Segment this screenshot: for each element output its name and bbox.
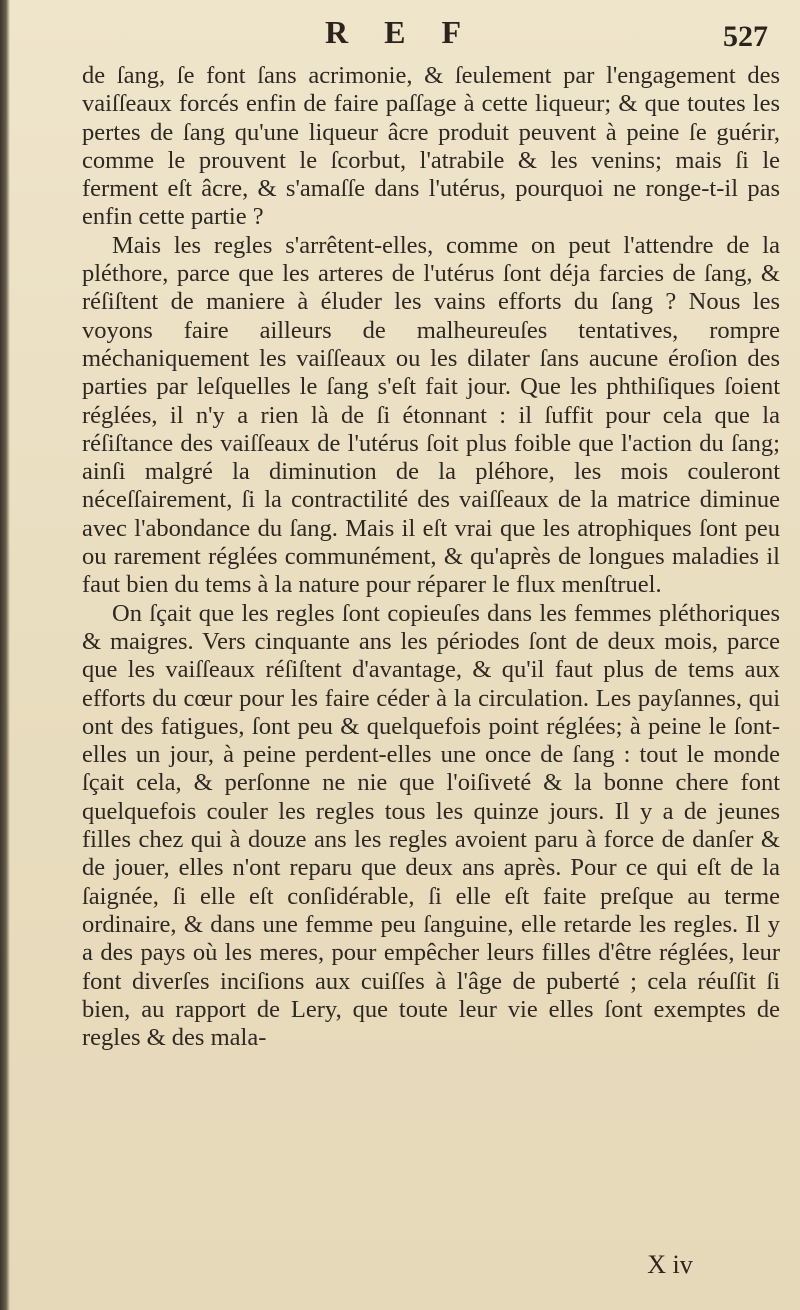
page-number: 527 <box>723 20 768 53</box>
body-text <box>82 62 780 1052</box>
paragraph-3: On ſçait que les regles ſont copieuſes dans les femmes pléthoriques & maigres. Vers cinquante ans les périodes ſont de deux mois, parce que les vaiſſeaux réſiſtent d'avantage, & qu'il faut plus de tems aux efforts du cœur pour les faire céder à la circulation. Les payſannes, qui ont des fatigues, ſont peu & quelquefois point réglées; à peine le ſont-elles un jour, à peine perdent-elles une once de ſang : tout le monde ſçait cela, & perſonne ne nie que l'oiſiveté & la bonne chere font quelquefois couler les regles tous les quinze jours. Il y a de jeunes filles chez qui à douze ans les regles avoient paru à force de danſer & de jouer, elles n'ont reparu que deux ans après. Pour ce qui eſt de la ſaignée, ſi elle eſt conſidérable, ſi elle eſt faite preſque au terme ordinaire, & dans une femme peu ſanguine, elle retarde les regles. Il y a des pays où les meres, pour empêcher leurs filles d'être réglées, leur font diverſes inciſions aux cuiſſes à l'âge de puberté ; cela réuſſit ſi bien, au rapport de Lery, que toute leur vie elles ſont exemptes de regles & des mala- <box>82 599 780 1052</box>
running-head: R E F <box>325 14 475 50</box>
page-header <box>0 14 800 64</box>
paragraph-2: Mais les regles s'arrêtent-elles, comme on peut l'attendre de la pléthore, parce que les arteres de l'utérus ſont déja farcies de ſang, & réſiſtent de maniere à éluder les vains efforts du ſang ? Nous les voyons faire ailleurs de malheureuſes tentatives, rompre méchaniquement les vaiſſeaux ou les dilater ſans aucune éroſion des parties par leſquelles le ſang s'eſt fait jour. Que les phthiſiques ſoient réglées, il n'y a rien là de ſi étonnant : il ſuffit pour cela que la réſiſtance des vaiſſeaux de l'utérus ſoit plus foible que l'action du ſang; ainſi malgré la diminution de la pléhore, les mois couleront néceſſairement, ſi la contractilité des vaiſſeaux de la matrice diminue avec l'abondance du ſang. Mais il eſt vrai que les atrophiques ſont peu ou rarement réglées communément, & qu'après de longues maladies il faut bien du tems à la nature pour réparer le flux menſtruel. <box>82 231 780 599</box>
signature-mark: X iv <box>647 1250 693 1279</box>
paragraph-1: de ſang, ſe font ſans acrimonie, & ſeulement par l'engagement des vaiſſeaux forcés enfin de faire paſſage à cette liqueur; & que toutes les pertes de ſang qu'une liqueur âcre produit peuvent à peine ſe guérir, comme le prouvent le ſcorbut, l'atrabile & les venins; mais ſi le ferment eſt âcre, & s'amaſſe dans l'utérus, pourquoi ne ronge-t-il pas enfin cette partie ? <box>82 62 780 231</box>
